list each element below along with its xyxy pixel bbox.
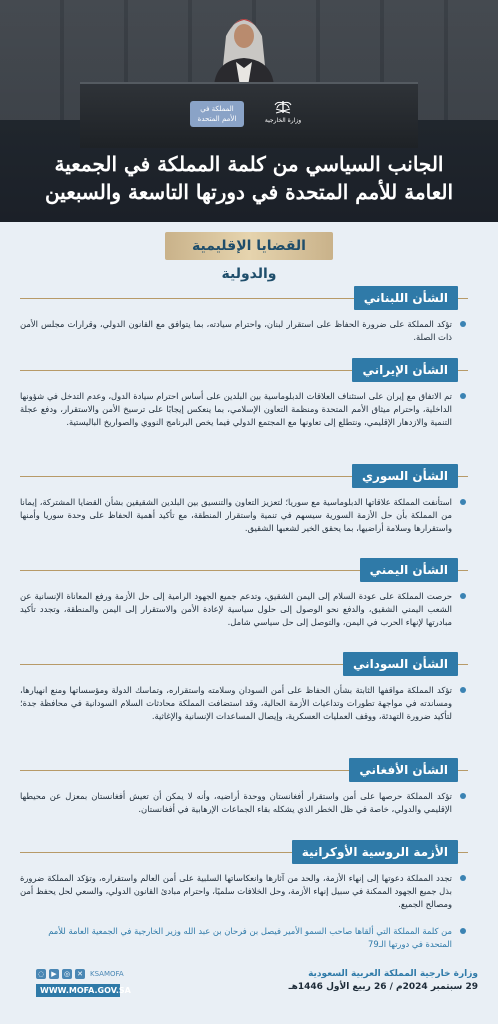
bullet-icon: [460, 793, 466, 799]
section-body: [20, 318, 468, 344]
section-body: [20, 390, 468, 429]
mofa-logo: [256, 99, 310, 129]
section-label: الشأن اليمني: [360, 558, 458, 582]
footer-org: وزارة خارجية المملكة العربية السعودية: [308, 969, 478, 979]
bullet-icon: [460, 875, 466, 881]
closing-note: [20, 925, 468, 951]
x-icon[interactable]: ✕: [75, 969, 85, 979]
section-header: [20, 286, 468, 310]
footer-info: [258, 968, 478, 994]
section-label: الشأن السوداني: [343, 652, 458, 676]
bullet-icon: [460, 687, 466, 693]
bullet-icon: [460, 499, 466, 505]
section-yemen: [20, 558, 468, 629]
bullet-icon: [460, 393, 466, 399]
closing-text: من كلمة المملكة التي ألقاها صاحب السمو الأمير فيصل بن فرحان بن عبد الله وزير الخارجية في الجمعية العامة للأمم المتحدة في دورتها الـ79: [48, 926, 452, 949]
bullet-icon: [460, 593, 466, 599]
section-text: حرصت المملكة على عودة السلام إلى اليمن الشقيق، وتدعم جميع الجهود الرامية إلى حل الأزمة ورفع المعاناة الإنسانية عن الشعب اليمني الشقيق، والدفع نحو الوصول إلى حلول سياسية لإعادة الأمن والاستقرار إلى اليمن والمنطقة، وتجدد تأكيد مبادرتها لإنهاء الحرب في اليمن، والتوصل إلى حل سياسي شامل.: [20, 591, 452, 627]
un-badge-line2: الأمم المتحدة: [197, 115, 237, 123]
un-badge-line1: المملكة في: [200, 105, 234, 113]
section-header: [20, 464, 468, 488]
footer-social: [36, 968, 146, 997]
hero-image: [0, 0, 498, 222]
section-label: الشأن السوري: [352, 464, 458, 488]
section-sudan: [20, 652, 468, 723]
section-text: تؤكد المملكة حرصها على أمن واستقرار أفغانستان ووحدة أراضيه، وأنه لا يمكن أن تعيش أفغانستان بمعزل عن محيطها الإقليمي والدولي، خاصة في ظل الخطر الذي يشكله بقاء الجماعات الإرهابية في أفغانستان.: [20, 791, 452, 814]
section-label: الشأن اللبناني: [354, 286, 458, 310]
section-iran: [20, 358, 468, 429]
topic-banner: القضايا الإقليمية والدولية: [165, 232, 333, 260]
section-body: [20, 496, 468, 535]
headline: [10, 150, 488, 206]
section-afghanistan: [20, 758, 468, 816]
logos-row: [190, 96, 310, 132]
section-body: [20, 790, 468, 816]
section-header: [20, 358, 468, 382]
section-text: تجدد المملكة دعوتها إلى إنهاء الأزمة، والحد من آثارها وانعكاساتها السلبية على أمن العالم واستقراره، وتؤكد المملكة ضرورة بذل جميع الجهود الممكنة في سبيل إنهاء الأزمة، وحل الخلافات سلميًا، واحترام مبادئ القانون الدولي، والسعي لحل يحفظ أمن ومصالح الجميع.: [20, 873, 452, 909]
section-body: [20, 590, 468, 629]
section-russia-ukraine: [20, 840, 468, 911]
headline-line2: العامة للأمم المتحدة في دورتها التاسعة والسبعين: [44, 180, 454, 204]
section-syria: [20, 464, 468, 535]
section-label: الأزمة الروسية الأوكرانية: [292, 840, 458, 864]
section-text: تؤكد المملكة على ضرورة الحفاظ على استقرار لبنان، واحترام سيادته، بما يتوافق مع القانون الدولي، وقرارات مجلس الأمن ذات الصلة.: [20, 319, 452, 342]
social-handle: KSAMOFA: [90, 970, 124, 978]
section-header: [20, 652, 468, 676]
bullet-icon: [460, 928, 466, 934]
section-header: [20, 558, 468, 582]
section-text: استأنفت المملكة علاقاتها الدبلوماسية مع سوريا؛ لتعزيز التعاون والتنسيق بين البلدين الشقيقين بشأن القضايا المشتركة، إيمانا من المملكة بأن حل الأزمة السورية سيسهم في تنمية واستقرار المنطقة، مع تأكيد أهمية الحفاظ على وحدة سوريا وأمنها واستقرارها وسلامة أراضيها، بما يحقق الخير لشعبها الشقيق.: [20, 497, 452, 533]
youtube-icon[interactable]: ▶: [49, 969, 59, 979]
section-text: تؤكد المملكة مواقفها الثابتة بشأن الحفاظ على أمن السودان وسلامته واستقراره، وتماسك الدولة ومؤسساتها ومنع انهيارها، ومساندته في مواجهة تطورات وتداعيات الأزمة الحالية، وقد استضافت المملكة محادثات السلام السودانية في محافظة جدة؛ لتأكيد ضرورة التهدئة، ووقف العمليات العسكرية، وإيصال المساعدات الإنسانية والإغاثية.: [20, 685, 452, 721]
social-icons-row: [36, 968, 146, 980]
snapchat-icon[interactable]: ◌: [37, 970, 45, 978]
palm-swords-icon: [273, 99, 293, 115]
un-badge-logo: [190, 101, 244, 127]
section-lebanon: [20, 286, 468, 344]
section-header: [20, 758, 468, 782]
speaker-figure: [196, 6, 292, 86]
section-body: [20, 872, 468, 911]
instagram-icon[interactable]: ◎: [63, 970, 71, 978]
footer-date: 29 سبتمبر 2024م / 26 ربيع الأول 1446هـ: [288, 982, 478, 992]
section-body: [20, 684, 468, 723]
website-link[interactable]: WWW.MOFA.GOV.SA: [36, 984, 120, 997]
section-label: الشأن الإيراني: [352, 358, 458, 382]
section-label: الشأن الأفغاني: [349, 758, 458, 782]
section-header: [20, 840, 468, 864]
section-text: تم الاتفاق مع إيران على استئناف العلاقات الدبلوماسية بين البلدين على أساس احترام سيادة الدول، وعدم التدخل في شؤونها الداخلية، واحترام ميثاق الأمم المتحدة ومنظمة التعاون الإسلامي، بما ينعكس إيجابًا على ترسيخ الأمن والاستقرار، ودفع عجلة التنمية والازدهار الإقليمي، ونتطلع إلى تعاونها مع المجتمع الدولي فيما يخص البرنامج النووي والصواريخ الباليستية.: [20, 391, 452, 427]
bullet-icon: [460, 321, 466, 327]
mofa-logo-text: وزارة الخارجية: [264, 117, 302, 124]
headline-line1: الجانب السياسي من كلمة المملكة في الجمعية: [54, 152, 444, 176]
